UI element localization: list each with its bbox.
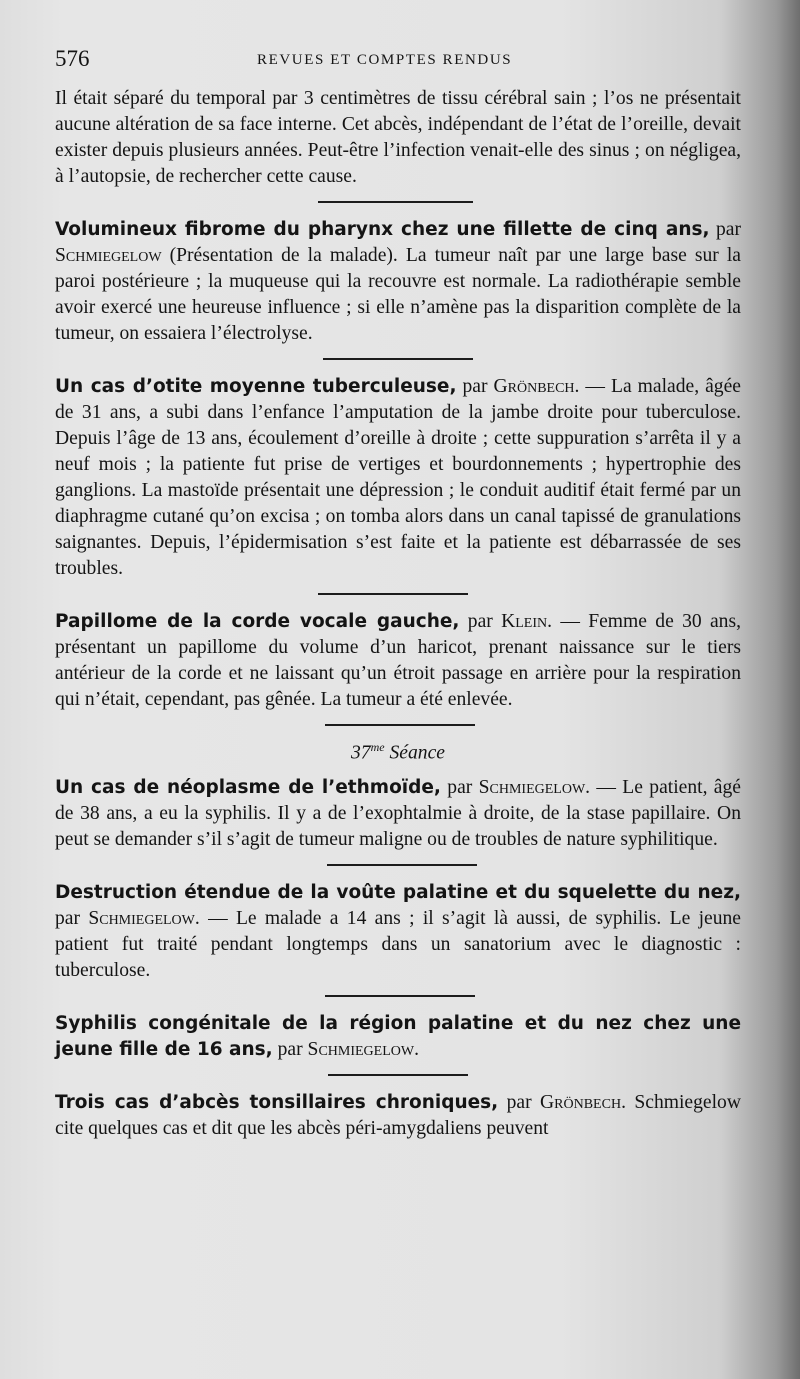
article-body: . Schmiegelow cite quelques cas et dit que les abcès péri-amygdaliens peuvent bbox=[55, 1091, 741, 1139]
page-number: 576 bbox=[55, 46, 90, 71]
separator-rule bbox=[325, 724, 475, 726]
article-title: Trois cas d’abcès tonsillaires chroniques, bbox=[55, 1091, 499, 1113]
byline-prefix: par bbox=[498, 1091, 541, 1113]
page bbox=[55, 46, 741, 1142]
running-title: REVUES ET COMPTES RENDUS bbox=[257, 52, 513, 68]
article-author: Grönbech bbox=[493, 376, 575, 397]
byline-prefix: par bbox=[456, 376, 494, 397]
article-author: Grönbech bbox=[540, 1091, 622, 1113]
article-title: Destruction étendue de la voûte palatine et du squelette du nez, bbox=[55, 881, 741, 903]
article-title: Papillome de la corde vocale gauche, bbox=[55, 611, 460, 632]
separator-rule bbox=[318, 593, 468, 595]
article-author: Schmiegelow bbox=[307, 1038, 415, 1060]
article-author: Schmiegelow bbox=[478, 776, 586, 798]
article-otite-tuberculeuse bbox=[55, 374, 741, 582]
separator-rule bbox=[325, 995, 475, 997]
separator-rule bbox=[328, 1074, 468, 1076]
article-papillome-corde-vocale bbox=[55, 609, 741, 713]
article-title: Volumineux fibrome du pharynx chez une fillette de cinq ans, bbox=[55, 219, 710, 240]
article-syphilis-congenitale bbox=[55, 1011, 741, 1063]
article-body: . — Le patient, âgé de 38 ans, a eu la syphilis. Il y a de l’exophtalmie à droite, de la stase papillaire. On peut se demander s’il s’agit de tumeur maligne ou de troubles de nature syphilitique. bbox=[55, 776, 741, 850]
article-neoplasme-ethmoide bbox=[55, 775, 741, 853]
byline-prefix: par bbox=[459, 611, 502, 632]
session-label: Séance bbox=[384, 742, 445, 764]
article-title: Un cas d’otite moyenne tuberculeuse, bbox=[55, 376, 457, 397]
article-body: . — Le malade a 14 ans ; il s’agit là aussi, de syphilis. Le jeune patient fut traité pendant longtemps dans un sanatorium avec le diagnostic : tuberculose. bbox=[55, 907, 742, 981]
article-title: Syphilis congénitale de la région palatine et du nez chez une jeune fille de 16 ans, bbox=[55, 1012, 741, 1060]
byline-prefix: par bbox=[440, 776, 479, 798]
article-body: . — Femme de 30 ans, présentant un papillome du volume d’un haricot, prenant naissance sur le tiers antérieur de la corde et ne laissant qu’un étroit passage en arrière pour la respiration qui n’était, cependant, pas gênée. La tumeur a été enlevée. bbox=[55, 611, 741, 710]
byline-prefix: par bbox=[272, 1038, 308, 1060]
article-destruction-voute-palatine bbox=[55, 880, 741, 984]
article-body: (Présentation de la malade). La tumeur naît par une large base sur la paroi postérieure ; la muqueuse qui la recouvre est normale. La radiothérapie semble avoir exercé une heureuse influence ; si elle n’amène pas la disparition complète de la tumeur, on essaiera l’électrolyse. bbox=[55, 245, 741, 344]
byline-prefix: par bbox=[55, 907, 89, 929]
session-suffix: me bbox=[370, 740, 385, 754]
article-fibrome-pharynx bbox=[55, 217, 741, 347]
article-author: Schmiegelow bbox=[88, 907, 195, 929]
running-head bbox=[55, 46, 741, 86]
separator-rule bbox=[318, 201, 473, 203]
separator-rule bbox=[323, 358, 473, 360]
session-number: 37 bbox=[351, 742, 371, 764]
article-body: . — La malade, âgée de 31 ans, a subi dans l’enfance l’amputation de la jambe droite pour tuberculose. Depuis l’âge de 13 ans, écoulement d’oreille à droite ; cette suppuration s’arrêta il y a neuf mois ; la patiente fut prise de vertiges et bourdonnements ; hypertrophie des ganglions. La mastoïde présentait une dépression ; le conduit auditif était fermé par un diaphragme cutané qu’on excisa ; on tomba alors dans un canal tapissé de granulations saignantes. Depuis, l’épidermisation s’est faite et la patiente est débarrassée de ses troubles. bbox=[55, 376, 741, 579]
article-title: Un cas de néoplasme de l’ethmoïde, bbox=[55, 776, 441, 798]
intro-paragraph: Il était séparé du temporal par 3 centimètres de tissu cérébral sain ; l’os ne présentait aucune altération de sa face interne. Cet abcès, indépendant de l’état de l’oreille, devait exister depuis plusieurs années. Peut-être l’infection venait-elle des sinus ; on négligea, à l’autopsie, de rechercher cette cause. bbox=[55, 88, 741, 187]
byline-prefix: par bbox=[709, 219, 741, 240]
session-heading bbox=[55, 740, 741, 765]
article-author: Klein bbox=[501, 611, 548, 632]
article-abces-tonsillaires bbox=[55, 1090, 741, 1142]
separator-rule bbox=[327, 864, 477, 866]
article-author: Schmiegelow bbox=[55, 245, 162, 266]
article-body: . bbox=[414, 1038, 419, 1060]
